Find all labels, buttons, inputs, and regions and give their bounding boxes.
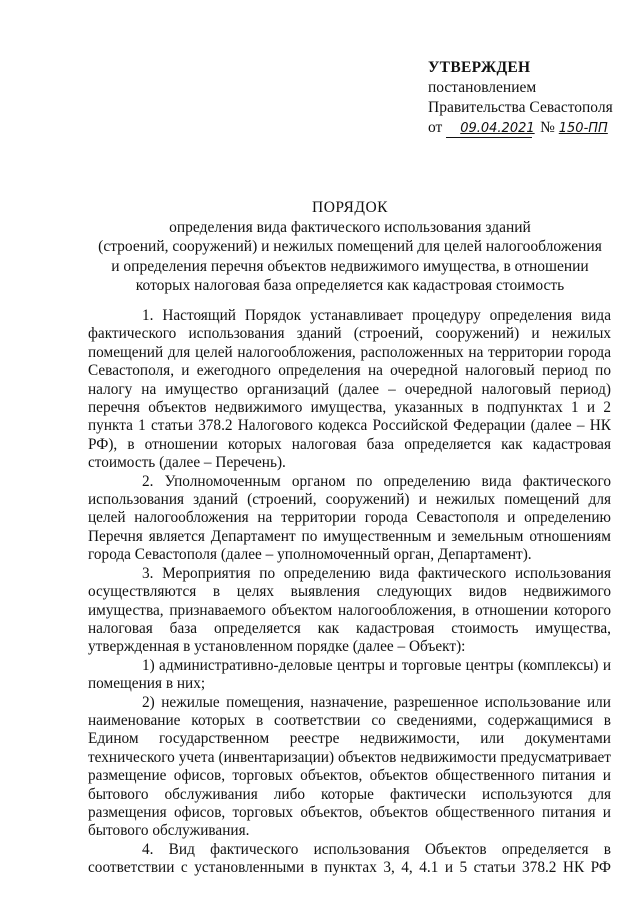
paragraph-3-item-2: 2) нежилые помещения, назначение, разрешенное использование или наименование которых в соответствии со сведениями, содержащимися в Едином государственном реестре недвижимости, или документами технического учета (инвентаризации) объектов недвижимости предусматривает размещение офисов, торговых объектов, объектов общественного питания и бытового обслуживания либо которые фактически используются для размещения офисов, торговых объектов, объектов общественного питания и бытового обслуживания. (88, 693, 611, 840)
paragraph-3-item-1: 1) административно-деловые центры и торговые центры (комплексы) и помещения в них; (88, 656, 611, 693)
date-prefix: от (428, 119, 443, 136)
heading-line-4: которых налоговая база определяется как кадастровая стоимость (135, 277, 565, 294)
heading-title: ПОРЯДОК (312, 199, 388, 216)
paragraph-1: 1. Настоящий Порядок устанавливает процедуру определения вида фактического использования зданий (строений, сооружений) и нежилых помещений для целей налогообложения, расположенных на территории города Севастополя, и ежегодного определения на очередной налоговый период по налогу на имущество организаций (далее – очередной налоговый период) перечня объектов недвижимого имущества, указанных в подпунктах 1 и 2 пункта 1 статьи 378.2 Налогового кодекса Российской Федерации (далее – НК РФ), в отношении которых налоговая база определяется как кадастровая стоимость (далее – Перечень). (88, 307, 611, 472)
approval-date-line (428, 118, 628, 139)
heading-line-1: определения вида фактического использования зданий (169, 218, 531, 236)
approval-title: УТВЕРЖДЕН (428, 59, 531, 76)
heading-line-2: (строений, сооружений) и нежилых помещений для целей налогообложения (98, 238, 602, 255)
approval-line-1: постановлением (428, 79, 537, 96)
paragraph-2: 2. Уполномоченным органом по определению вида фактического использования зданий (строений, сооружений) и нежилых помещений для целей налогообложения на территории города Севастополя и определению Перечня является Департамент по имущественным и земельным отношениям города Севастополя (далее – уполномоченный орган, Департамент). (88, 472, 611, 564)
approval-block (428, 58, 628, 139)
document-heading (90, 198, 610, 296)
paragraph-4: 4. Вид фактического использования Объектов определяется в соответствии с установленными в пунктах 3, 4, 4.1 и 5 статьи 378.2 НК РФ (88, 840, 611, 877)
heading-line-3: и определения перечня объектов недвижимого имущества, в отношении (111, 257, 589, 275)
paragraph-3: 3. Мероприятия по определению вида фактического использования осуществляются в целях выявления следующих видов недвижимого имущества, признаваемого объектом налогообложения, в отношении которого налоговая база определяется как кадастровая стоимость имущества, утвержденная в установленном порядке (далее – Объект): (88, 564, 611, 656)
document-body (88, 307, 611, 878)
number-label: № (540, 119, 555, 136)
handwritten-number: 150-ПП (558, 121, 608, 136)
approval-line-2: Правительства Севастополя (428, 99, 613, 116)
handwritten-date: 09.04.2021 (446, 121, 532, 138)
